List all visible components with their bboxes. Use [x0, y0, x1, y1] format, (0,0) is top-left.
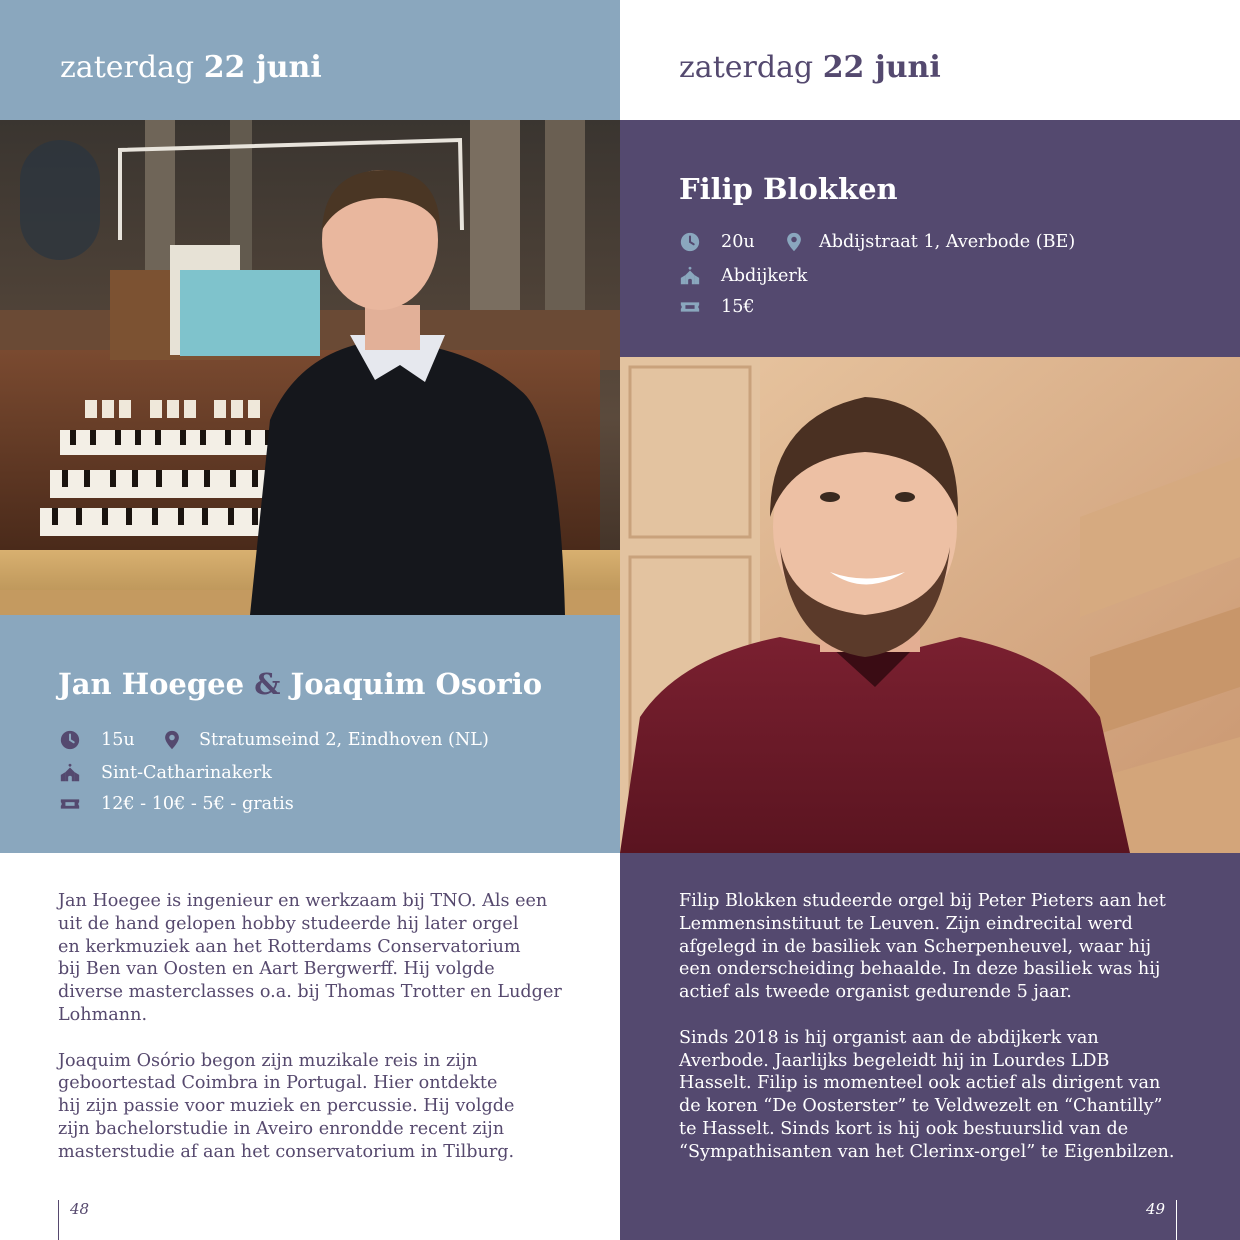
clock-icon: [59, 729, 81, 751]
left-performers-title: [58, 667, 542, 701]
right-venue: Abdijkerk: [721, 266, 808, 286]
right-bio-paragraph: Sinds 2018 is hij organist aan de abdijkerk van Averbode. Jaarlijks begeleidt hij in Lourdes LDB Hasselt. Filip is momenteel ook actief als dirigent van de koren “De Oosterster” te Veldwezelt en “Chantilly” te Hasselt. Sinds kort is hij ook bestuurslid van de “Sympathisanten van het Clerinx-orgel” te Eigenbilzen.: [679, 1027, 1175, 1162]
right-address-row: [783, 229, 1075, 255]
left-date: [60, 50, 322, 85]
church-icon: [59, 762, 81, 784]
right-bio: [679, 890, 1189, 1186]
performer-name-joaquim: Joaquim Osorio: [290, 667, 543, 701]
left-event-info: [0, 615, 620, 853]
right-date-prefix: zaterdag: [679, 50, 814, 85]
right-event-info: [620, 120, 1240, 357]
church-icon: [679, 265, 701, 287]
left-performer-photo: [0, 120, 620, 615]
right-bio-paragraph: Filip Blokken studeerde orgel bij Peter Pieters aan het Lemmensinstituut te Leuven. Zijn eindrecital werd afgelegd in de basiliek van Scherpenheuvel, waar hij een onderscheiding behaalde. In deze basiliek was hij actief als tweede organist gedurende 5 jaar.: [679, 891, 1166, 1003]
ticket-icon: [679, 296, 701, 318]
right-address: Abdijstraat 1, Averbode (BE): [819, 232, 1076, 252]
right-time-row: [679, 229, 755, 255]
left-address: Stratumseind 2, Eindhoven (NL): [199, 730, 489, 750]
right-performer-photo: [620, 357, 1240, 853]
left-bio-paragraph: Jan Hoegee is ingenieur en werkzaam bij TNO. Als een uit de hand gelopen hobby studeerde hij later orgel en kerkmuziek aan het Rotterdams Conservatorium bij Ben van Oosten en Aart Bergwerff. Hij volgde diverse masterclasses o.a. bij Thomas Trotter en Ludger Lohmann.: [58, 891, 562, 1025]
right-date-day: 22 juni: [822, 50, 941, 85]
right-price-row: [679, 294, 755, 320]
clock-icon: [679, 231, 701, 253]
left-date-prefix: zaterdag: [60, 50, 195, 85]
performer-name-jan: Jan Hoegee: [58, 667, 245, 701]
left-bio: [58, 890, 578, 1186]
left-price-row: [59, 791, 294, 817]
left-date-day: 22 juni: [203, 50, 322, 85]
location-pin-icon: [161, 729, 183, 751]
left-time-row: [59, 727, 135, 753]
left-page-number: 48: [58, 1200, 89, 1240]
right-price: 15€: [721, 297, 755, 317]
right-page-header: [620, 0, 1240, 120]
left-venue-row: [59, 760, 272, 786]
ampersand: &: [254, 667, 281, 701]
ticket-icon: [59, 793, 81, 815]
right-performer-title: Filip Blokken: [679, 172, 898, 206]
left-address-row: [161, 727, 489, 753]
left-venue: Sint-Catharinakerk: [101, 763, 272, 783]
right-page-number: 49: [1146, 1200, 1177, 1240]
left-page-header: [0, 0, 620, 120]
right-venue-row: [679, 263, 807, 289]
right-date: [679, 50, 941, 85]
right-time: 20u: [721, 232, 755, 252]
left-time: 15u: [101, 730, 135, 750]
left-bio-paragraph: Joaquim Osório begon zijn muzikale reis in zijn geboortestad Coimbra in Portugal. Hier ontdekte hij zijn passie voor muziek en percussie. Hij volgde zijn bachelorstudie in Aveiro enrondde recent zijn masterstudie af aan het conservatorium in Tilburg.: [58, 1050, 515, 1162]
location-pin-icon: [783, 231, 805, 253]
left-price: 12€ - 10€ - 5€ - gratis: [101, 794, 294, 814]
